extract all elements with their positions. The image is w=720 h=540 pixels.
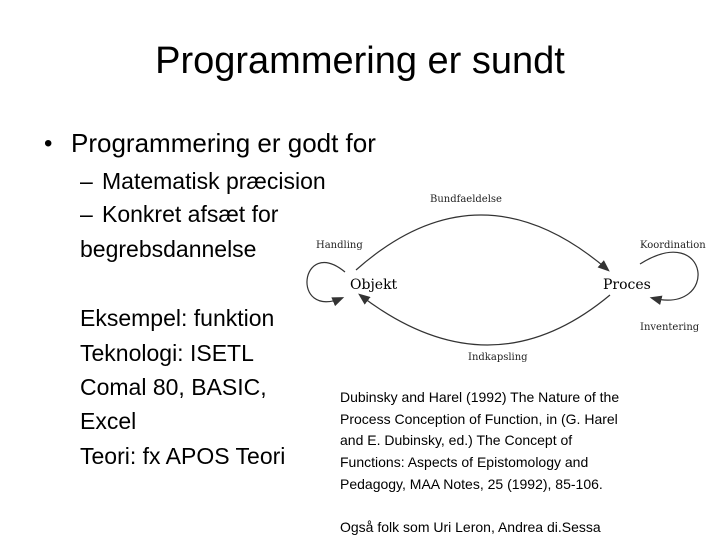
reference-line-4: Functions: Aspects of Epistomology and (340, 454, 589, 470)
apos-cycle-diagram (300, 180, 720, 375)
sub-bullet-dash: – (80, 201, 93, 227)
example-line-1: Eksempel: funktion (80, 305, 275, 331)
example-line-5: Teori: fx APOS Teori (80, 443, 286, 469)
label-top: Bundfaeldelse (430, 194, 502, 205)
main-bullet: Programmering er godt for (71, 128, 376, 158)
label-indkapsling: Indkapsling (468, 352, 528, 363)
example-line-4: Excel (80, 408, 137, 434)
reference-line-5: Pedagogy, MAA Notes, 25 (1992), 85-106. (340, 476, 603, 492)
label-koordination: Koordination (640, 240, 706, 251)
example-line-3: Comal 80, BASIC, (80, 374, 267, 400)
node-proces: Proces (603, 277, 651, 293)
sub-bullet-text: Konkret afsæt for (102, 201, 279, 227)
slide-title: Programmering er sundt (155, 40, 565, 82)
top-arc-arrow (356, 215, 608, 270)
sub-bullet-1 (80, 168, 326, 195)
label-handling: Handling (316, 240, 363, 251)
reference-line-3: and E. Dubinsky, ed.) The Concept of (340, 432, 573, 448)
label-inventering: Inventering (640, 322, 700, 333)
bottom-arc-arrow (360, 295, 610, 345)
sub-bullet-text: Matematisk præcision (102, 168, 326, 194)
also-researchers-line: Også folk som Uri Leron, Andrea di.Sessa (340, 519, 601, 535)
sub-bullet-dash: – (80, 168, 93, 194)
left-loop-arrow (307, 263, 345, 302)
example-line-2: Teknologi: ISETL (80, 340, 254, 366)
sub-bullet-continuation: begrebsdannelse (80, 236, 257, 262)
sub-bullet-2 (80, 201, 278, 228)
node-objekt: Objekt (350, 277, 398, 293)
reference-line-1: Dubinsky and Harel (1992) The Nature of the (340, 389, 620, 405)
bullet-marker: • (44, 130, 53, 157)
reference-line-2: Process Conception of Function, in (G. Harel (340, 411, 618, 427)
